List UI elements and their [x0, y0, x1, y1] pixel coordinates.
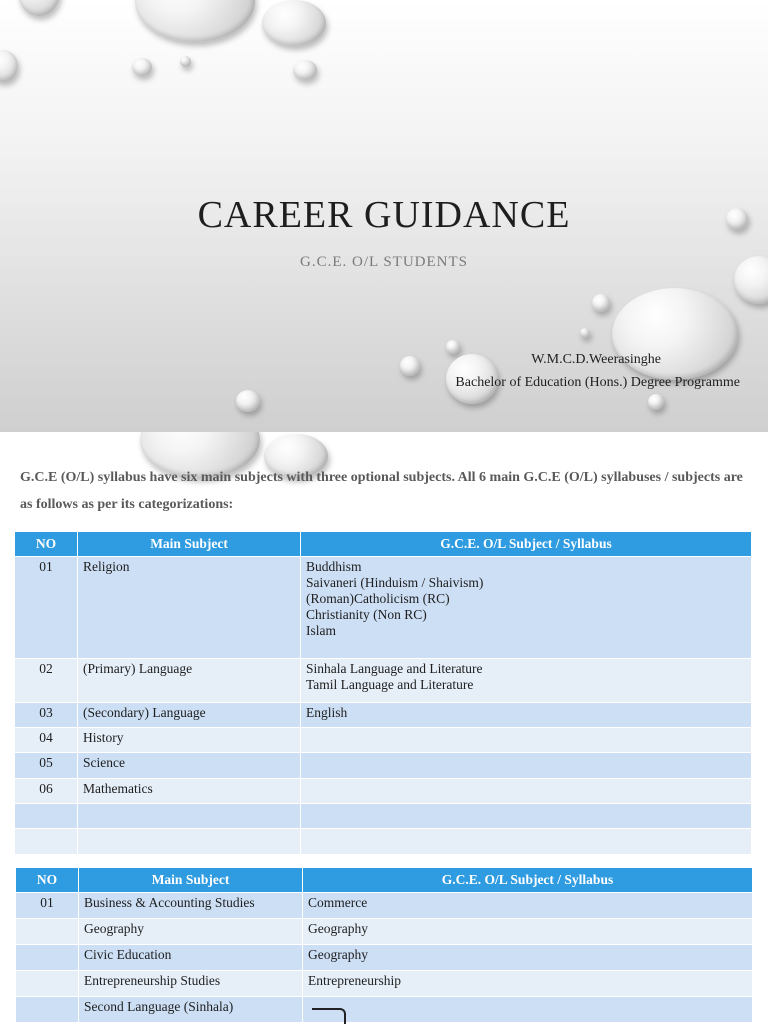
row-subject: Civic Education	[79, 945, 303, 971]
title-slide	[0, 0, 768, 432]
row-subject: Science	[78, 753, 301, 779]
table-row	[15, 659, 752, 703]
table-row	[16, 945, 753, 971]
syllabus-item: Tamil Language and Literature	[306, 677, 474, 692]
row-no: 03	[15, 703, 78, 728]
main-subjects-table	[14, 531, 752, 855]
row-no	[16, 919, 79, 945]
row-syllabus: Entrepreneurship	[303, 971, 753, 997]
row-syllabus: Commerce	[303, 893, 753, 919]
table-header-row	[16, 868, 753, 893]
syllabus-item: Sinhala Language and Literature	[306, 661, 483, 676]
row-syllabus: Geography	[303, 945, 753, 971]
row-no: 02	[15, 659, 78, 703]
table-row	[15, 753, 752, 779]
row-syllabus	[301, 659, 752, 703]
row-subject: (Primary) Language	[78, 659, 301, 703]
row-syllabus	[301, 753, 752, 779]
header-no: NO	[16, 868, 79, 893]
water-drop	[0, 50, 18, 82]
row-subject: Religion	[78, 557, 301, 659]
syllabus-item: Buddhism	[306, 559, 362, 574]
table-row	[16, 893, 753, 919]
syllabus-item: Saivaneri (Hinduism / Shaivism)	[306, 575, 484, 590]
empty-cell	[78, 804, 301, 829]
table-row	[15, 703, 752, 728]
water-drop	[236, 390, 260, 412]
slide-title: CAREER GUIDANCE	[197, 194, 571, 236]
table-row	[15, 557, 752, 659]
handwritten-bracket-mark	[312, 1008, 346, 1024]
row-subject: Entrepreneurship Studies	[79, 971, 303, 997]
water-drop	[400, 356, 420, 376]
syllabus-item: Christianity (Non RC)	[306, 607, 427, 622]
row-subject: (Secondary) Language	[78, 703, 301, 728]
water-drop	[180, 56, 191, 67]
water-drop	[446, 340, 460, 354]
row-no: 01	[15, 557, 78, 659]
row-syllabus: English	[301, 703, 752, 728]
row-no: 04	[15, 728, 78, 753]
header-syllabus: G.C.E. O/L Subject / Syllabus	[303, 868, 753, 893]
table-row	[16, 971, 753, 997]
water-drop	[132, 58, 152, 76]
row-no: 06	[15, 779, 78, 804]
water-drop	[592, 294, 610, 312]
intro-paragraph: G.C.E (O/L) syllabus have six main subjects with three optional subjects. All 6 main G.C.E (O/L) syllabuses / subjects are as follows as per its categorizations:	[20, 470, 743, 512]
water-drop	[18, 0, 60, 16]
slide-subtitle: G.C.E. O/L STUDENTS	[299, 254, 469, 270]
row-syllabus	[301, 728, 752, 753]
water-drop	[580, 328, 590, 338]
empty-cell	[15, 804, 78, 829]
header-main-subject: Main Subject	[79, 868, 303, 893]
water-drop	[293, 60, 317, 80]
row-no	[16, 945, 79, 971]
row-subject: Second Language (Sinhala)	[79, 997, 303, 1023]
optional-subjects-table	[15, 867, 753, 1023]
optional-subjects-slide	[0, 864, 768, 1024]
table-header-row	[15, 532, 752, 557]
row-no	[16, 971, 79, 997]
row-no: 01	[16, 893, 79, 919]
water-drop	[135, 0, 255, 42]
row-syllabus	[301, 779, 752, 804]
row-syllabus: Geography	[303, 919, 753, 945]
empty-cell	[301, 804, 752, 829]
row-subject: Mathematics	[78, 779, 301, 804]
water-drop	[262, 0, 326, 46]
header-main-subject: Main Subject	[78, 532, 301, 557]
row-no: 05	[15, 753, 78, 779]
table-row	[15, 728, 752, 753]
row-subject: History	[78, 728, 301, 753]
syllabus-item: (Roman)Catholicism (RC)	[306, 591, 450, 606]
table-row	[16, 919, 753, 945]
row-no	[16, 997, 79, 1023]
empty-cell	[301, 829, 752, 855]
table-row	[16, 997, 753, 1023]
table-row-empty	[15, 829, 752, 855]
row-syllabus	[301, 557, 752, 659]
row-subject: Geography	[79, 919, 303, 945]
table-row	[15, 779, 752, 804]
row-subject: Business & Accounting Studies	[79, 893, 303, 919]
header-syllabus: G.C.E. O/L Subject / Syllabus	[301, 532, 752, 557]
table-row-empty	[15, 804, 752, 829]
water-drop	[648, 394, 664, 410]
subjects-slide	[0, 432, 768, 864]
empty-cell	[15, 829, 78, 855]
header-no: NO	[15, 532, 78, 557]
degree-programme: Bachelor of Education (Hons.) Degree Programme	[455, 375, 740, 390]
syllabus-item: Islam	[306, 623, 336, 638]
author-name: W.M.C.D.Weerasinghe	[531, 352, 661, 367]
empty-cell	[78, 829, 301, 855]
row-syllabus	[303, 997, 753, 1023]
